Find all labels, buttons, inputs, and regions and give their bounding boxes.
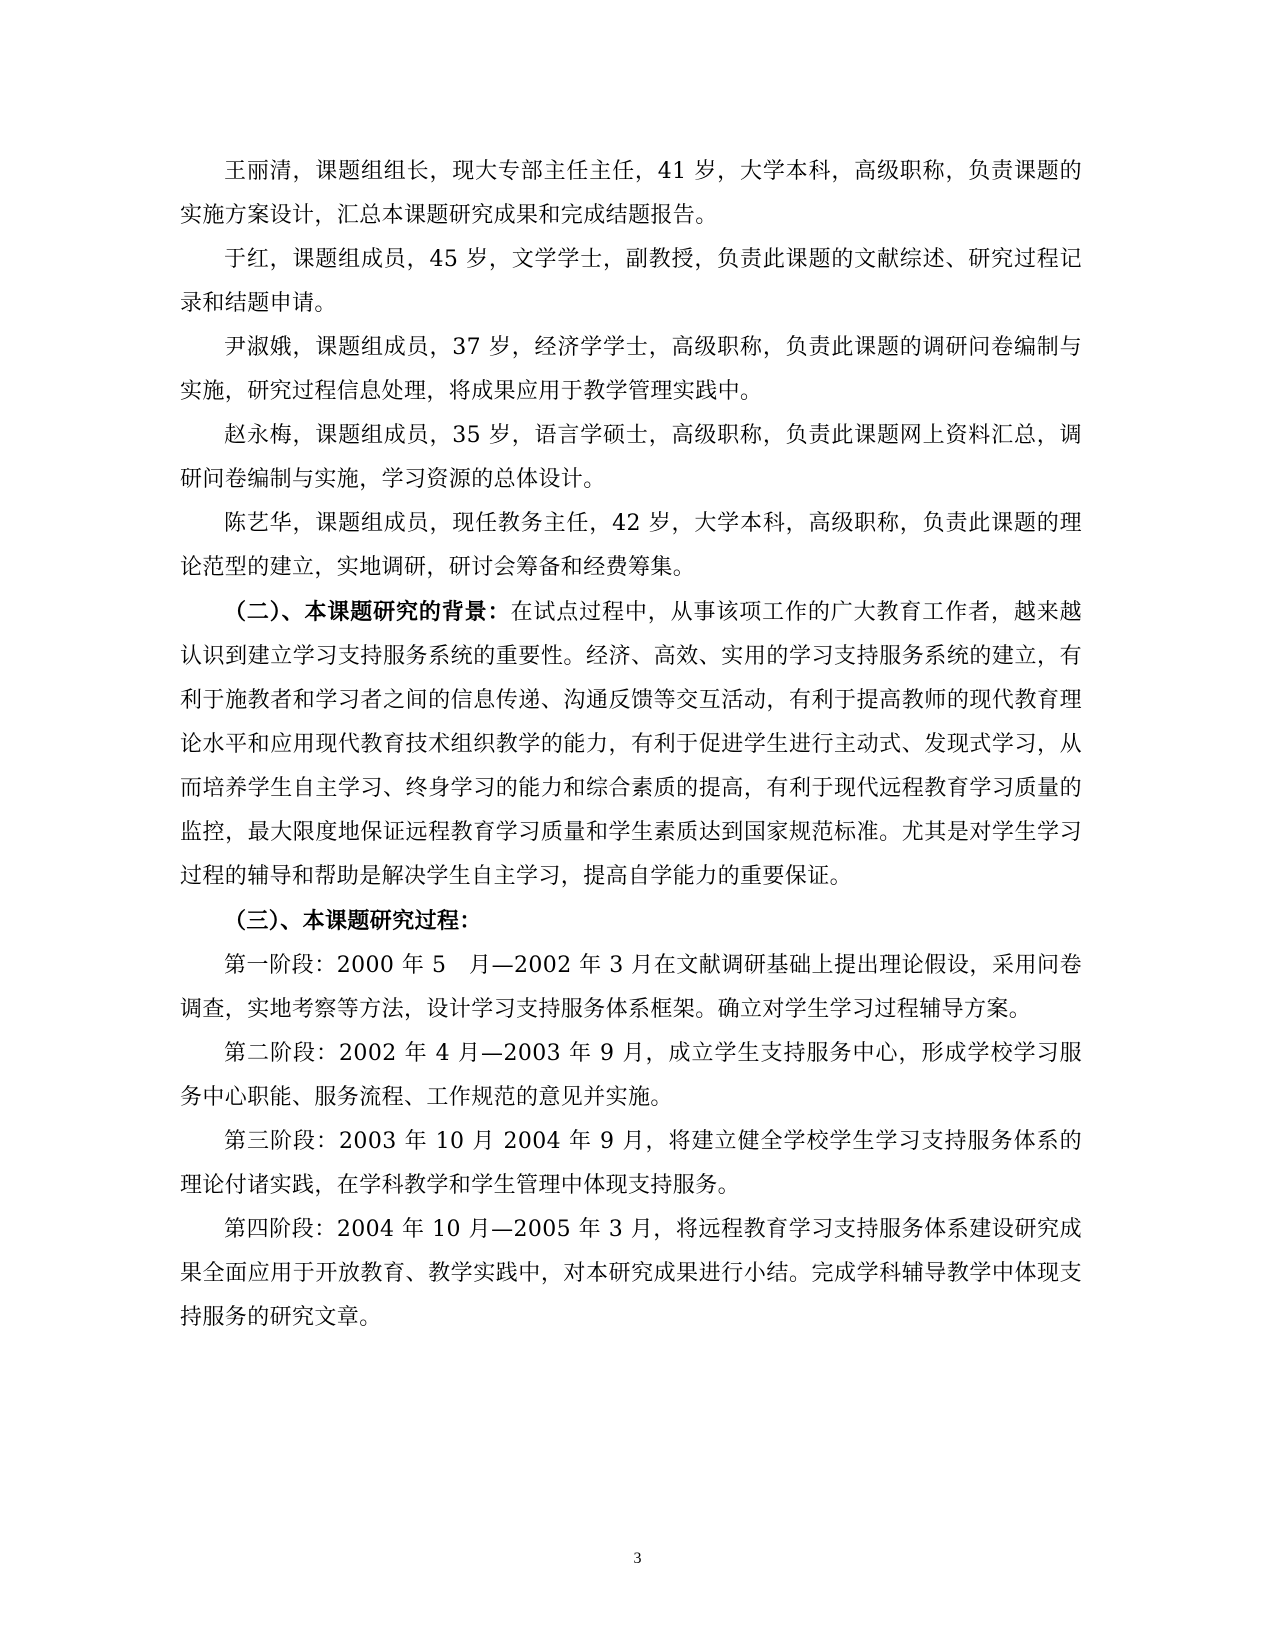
member-wang-liqing: [180, 150, 1082, 238]
paragraph-text: 尹淑娥，课题组成员，37 岁，经济学学士，高级职称，负责此课题的调研问卷编制与实施，研究过程信息处理，将成果应用于教学管理实践中。: [180, 335, 1082, 404]
stage-four: [180, 1208, 1082, 1340]
member-chen-yihua: [180, 502, 1082, 590]
member-yin-shue: [180, 326, 1082, 414]
section-heading: （二）、本课题研究的背景：: [224, 599, 511, 625]
paragraph-text: 第一阶段：2000 年 5 月—2002 年 3 月在文献调研基础上提出理论假设，采用问卷调查，实地考察等方法，设计学习支持服务体系框架。确立对学生学习过程辅导方案。: [180, 953, 1082, 1022]
paragraph-text: 第四阶段：2004 年 10 月—2005 年 3 月，将远程教育学习支持服务体系建设研究成果全面应用于开放教育、教学实践中，对本研究成果进行小结。完成学科辅导教学中体现支持服务的研究文章。: [180, 1217, 1082, 1330]
section-heading: （三）、本课题研究过程：: [224, 908, 482, 934]
research-process-heading: [180, 899, 1082, 944]
paragraph-text: 赵永梅，课题组成员，35 岁，语言学硕士，高级职称，负责此课题网上资料汇总，调研问卷编制与实施，学习资源的总体设计。: [180, 423, 1082, 492]
document-body: [180, 150, 1082, 1340]
research-background: [180, 590, 1082, 899]
member-yu-hong: [180, 238, 1082, 326]
paragraph-text: 于红，课题组成员，45 岁，文学学士，副教授，负责此课题的文献综述、研究过程记录和结题申请。: [180, 247, 1082, 316]
member-zhao-yongmei: [180, 414, 1082, 502]
stage-three: [180, 1120, 1082, 1208]
paragraph-text: 在试点过程中，从事该项工作的广大教育工作者，越来越认识到建立学习支持服务系统的重要性。经济、高效、实用的学习支持服务系统的建立，有利于施教者和学习者之间的信息传递、沟通反馈等交互活动，有利于提高教师的现代教育理论水平和应用现代教育技术组织教学的能力，有利于促进学生进行主动式、发现式学习，从而培养学生自主学习、终身学习的能力和综合素质的提高，有利于现代远程教育学习质量的监控，最大限度地保证远程教育学习质量和学生素质达到国家规范标准。尤其是对学生学习过程的辅导和帮助是解决学生自主学习，提高自学能力的重要保证。: [180, 600, 1082, 889]
stage-two: [180, 1032, 1082, 1120]
paragraph-text: 王丽清，课题组组长，现大专部主任主任，41 岁，大学本科，高级职称，负责课题的实施方案设计，汇总本课题研究成果和完成结题报告。: [180, 159, 1082, 228]
paragraph-text: 第三阶段：2003 年 10 月 2004 年 9 月，将建立健全学校学生学习支持服务体系的理论付诸实践，在学科教学和学生管理中体现支持服务。: [180, 1129, 1082, 1198]
page-number: 3: [633, 1550, 642, 1567]
stage-one: [180, 944, 1082, 1032]
paragraph-text: 第二阶段：2002 年 4 月—2003 年 9 月，成立学生支持服务中心，形成学校学习服务中心职能、服务流程、工作规范的意见并实施。: [180, 1041, 1082, 1110]
paragraph-text: 陈艺华，课题组成员，现任教务主任，42 岁，大学本科，高级职称，负责此课题的理论范型的建立，实地调研，研讨会筹备和经费筹集。: [180, 511, 1082, 580]
